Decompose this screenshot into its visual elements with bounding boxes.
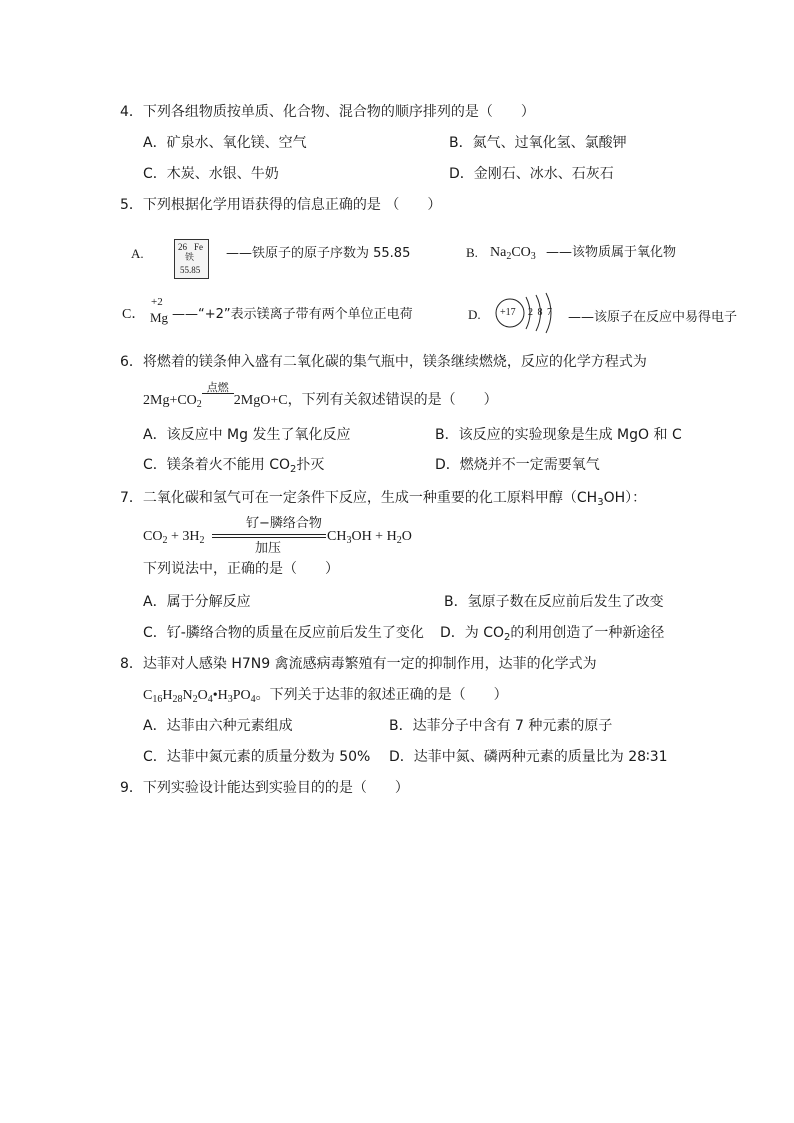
atom-structure-diagram	[486, 291, 566, 335]
q8-stem: 8．达菲对人感染 H7N9 禽流感病毒繁殖有一定的抑制作用，达菲的化学式为	[120, 656, 597, 672]
q6-option-c: C．镁条着火不能用 $CO_2$扑灭	[143, 457, 325, 475]
q7-option-b: B．氢原子数在反应前后发生了改变	[444, 594, 664, 610]
nucleus-charge: +17	[500, 307, 516, 318]
q6-condition: 点燃	[202, 382, 234, 394]
q4-option-c: C．木炭、水银、牛奶	[143, 166, 279, 182]
q4-option-b: B．氮气、过氧化氢、氯酸钾	[449, 135, 627, 151]
q8-option-b: B．达菲分子中含有 7 种元素的原子	[389, 718, 613, 734]
q5-b-formula: $Na_2CO_3$	[490, 245, 536, 262]
atomic-number: 26	[178, 242, 187, 252]
q5-b-label: B.	[466, 245, 478, 260]
q8-option-d: D．达菲中氮、磷两种元素的质量比为 28∶31	[389, 749, 668, 765]
periodic-table-cell	[174, 239, 209, 279]
q4-stem: 4．下列各组物质按单质、化合物、混合物的顺序排列的是（ ）	[120, 104, 535, 120]
q7-ask: 下列说法中，正确的是（ ）	[143, 561, 339, 577]
q5-c-text: ——“+2”表示镁离子带有两个单位正电荷	[172, 307, 413, 322]
electron-shells: 2 8 7	[528, 307, 553, 318]
q7-equals-line-bottom	[212, 537, 326, 538]
q8-formula-line: $C_{16}H_{28}N_2O_4•H_3PO_4$。下列关于达菲的叙述正确的是（ ）	[143, 687, 508, 705]
q7-option-d: D．为 $CO_2$的利用创造了一种新途径	[440, 625, 665, 643]
q5-stem: 5．下列根据化学用语获得的信息正确的是 （ ）	[120, 197, 442, 213]
mg-charge: +2	[151, 296, 163, 308]
q5-a-label: A.	[131, 246, 144, 261]
q6-option-b: B．该反应的实验现象是生成 MgO 和 C	[435, 427, 682, 443]
q7-stem: 7．二氧化碳和氢气可在一定条件下反应，生成一种重要的化工原料甲醇$(CH_3OH)$：	[120, 490, 647, 508]
q6-option-a: A．该反应中 Mg 发生了氧化反应	[143, 427, 351, 443]
q4-option-a: A．矿泉水、氧化镁、空气	[143, 135, 307, 151]
atomic-mass: 55.85	[180, 265, 201, 275]
q5-a-text: ——铁原子的原子序数为 55.85	[226, 246, 411, 261]
q7-option-c: C．钌-膦络合物的质量在反应前后发生了变化	[143, 625, 424, 641]
element-name: 铁	[185, 253, 195, 263]
q5-b-text: ——该物质属于氧化物	[546, 245, 677, 260]
q7-reactants: $CO_2 + 3H_2$	[143, 529, 205, 546]
q4-option-d: D．金刚石、冰水、石灰石	[449, 166, 614, 182]
q6-equation: $2Mg+CO_2$ 点燃 2MgO+C，下列有关叙述错误的是（ ）	[143, 381, 498, 410]
q7-option-a: A．属于分解反应	[143, 594, 251, 610]
q6-option-d: D．燃烧并不一定需要氧气	[435, 457, 600, 473]
q5-d-label: D.	[468, 307, 481, 322]
element-symbol: Fe	[194, 242, 203, 252]
q5-c-label: C．	[122, 307, 146, 322]
mg-symbol: Mg	[150, 310, 169, 325]
q8-option-a: A．达菲由六种元素组成	[143, 718, 293, 734]
q8-option-c: C．达菲中氮元素的质量分数为 50%	[143, 749, 371, 765]
q6-stem: 6．将燃着的镁条伸入盛有二氧化碳的集气瓶中，镁条继续燃烧，反应的化学方程式为	[120, 354, 647, 370]
q6-stem-tail: ，下列有关叙述错误的是（ ）	[287, 392, 498, 408]
q7-condition-top: 钌−膦络合物	[246, 516, 322, 531]
q7-condition-bottom: 加压	[255, 541, 282, 556]
q5-d-text: ——该原子在反应中易得电子	[568, 310, 738, 325]
q7-equals-line-top	[212, 534, 326, 535]
q9-stem: 9．下列实验设计能达到实验目的的是（ ）	[120, 780, 409, 796]
q7-products: $CH_3OH + H_2O$	[327, 529, 412, 546]
